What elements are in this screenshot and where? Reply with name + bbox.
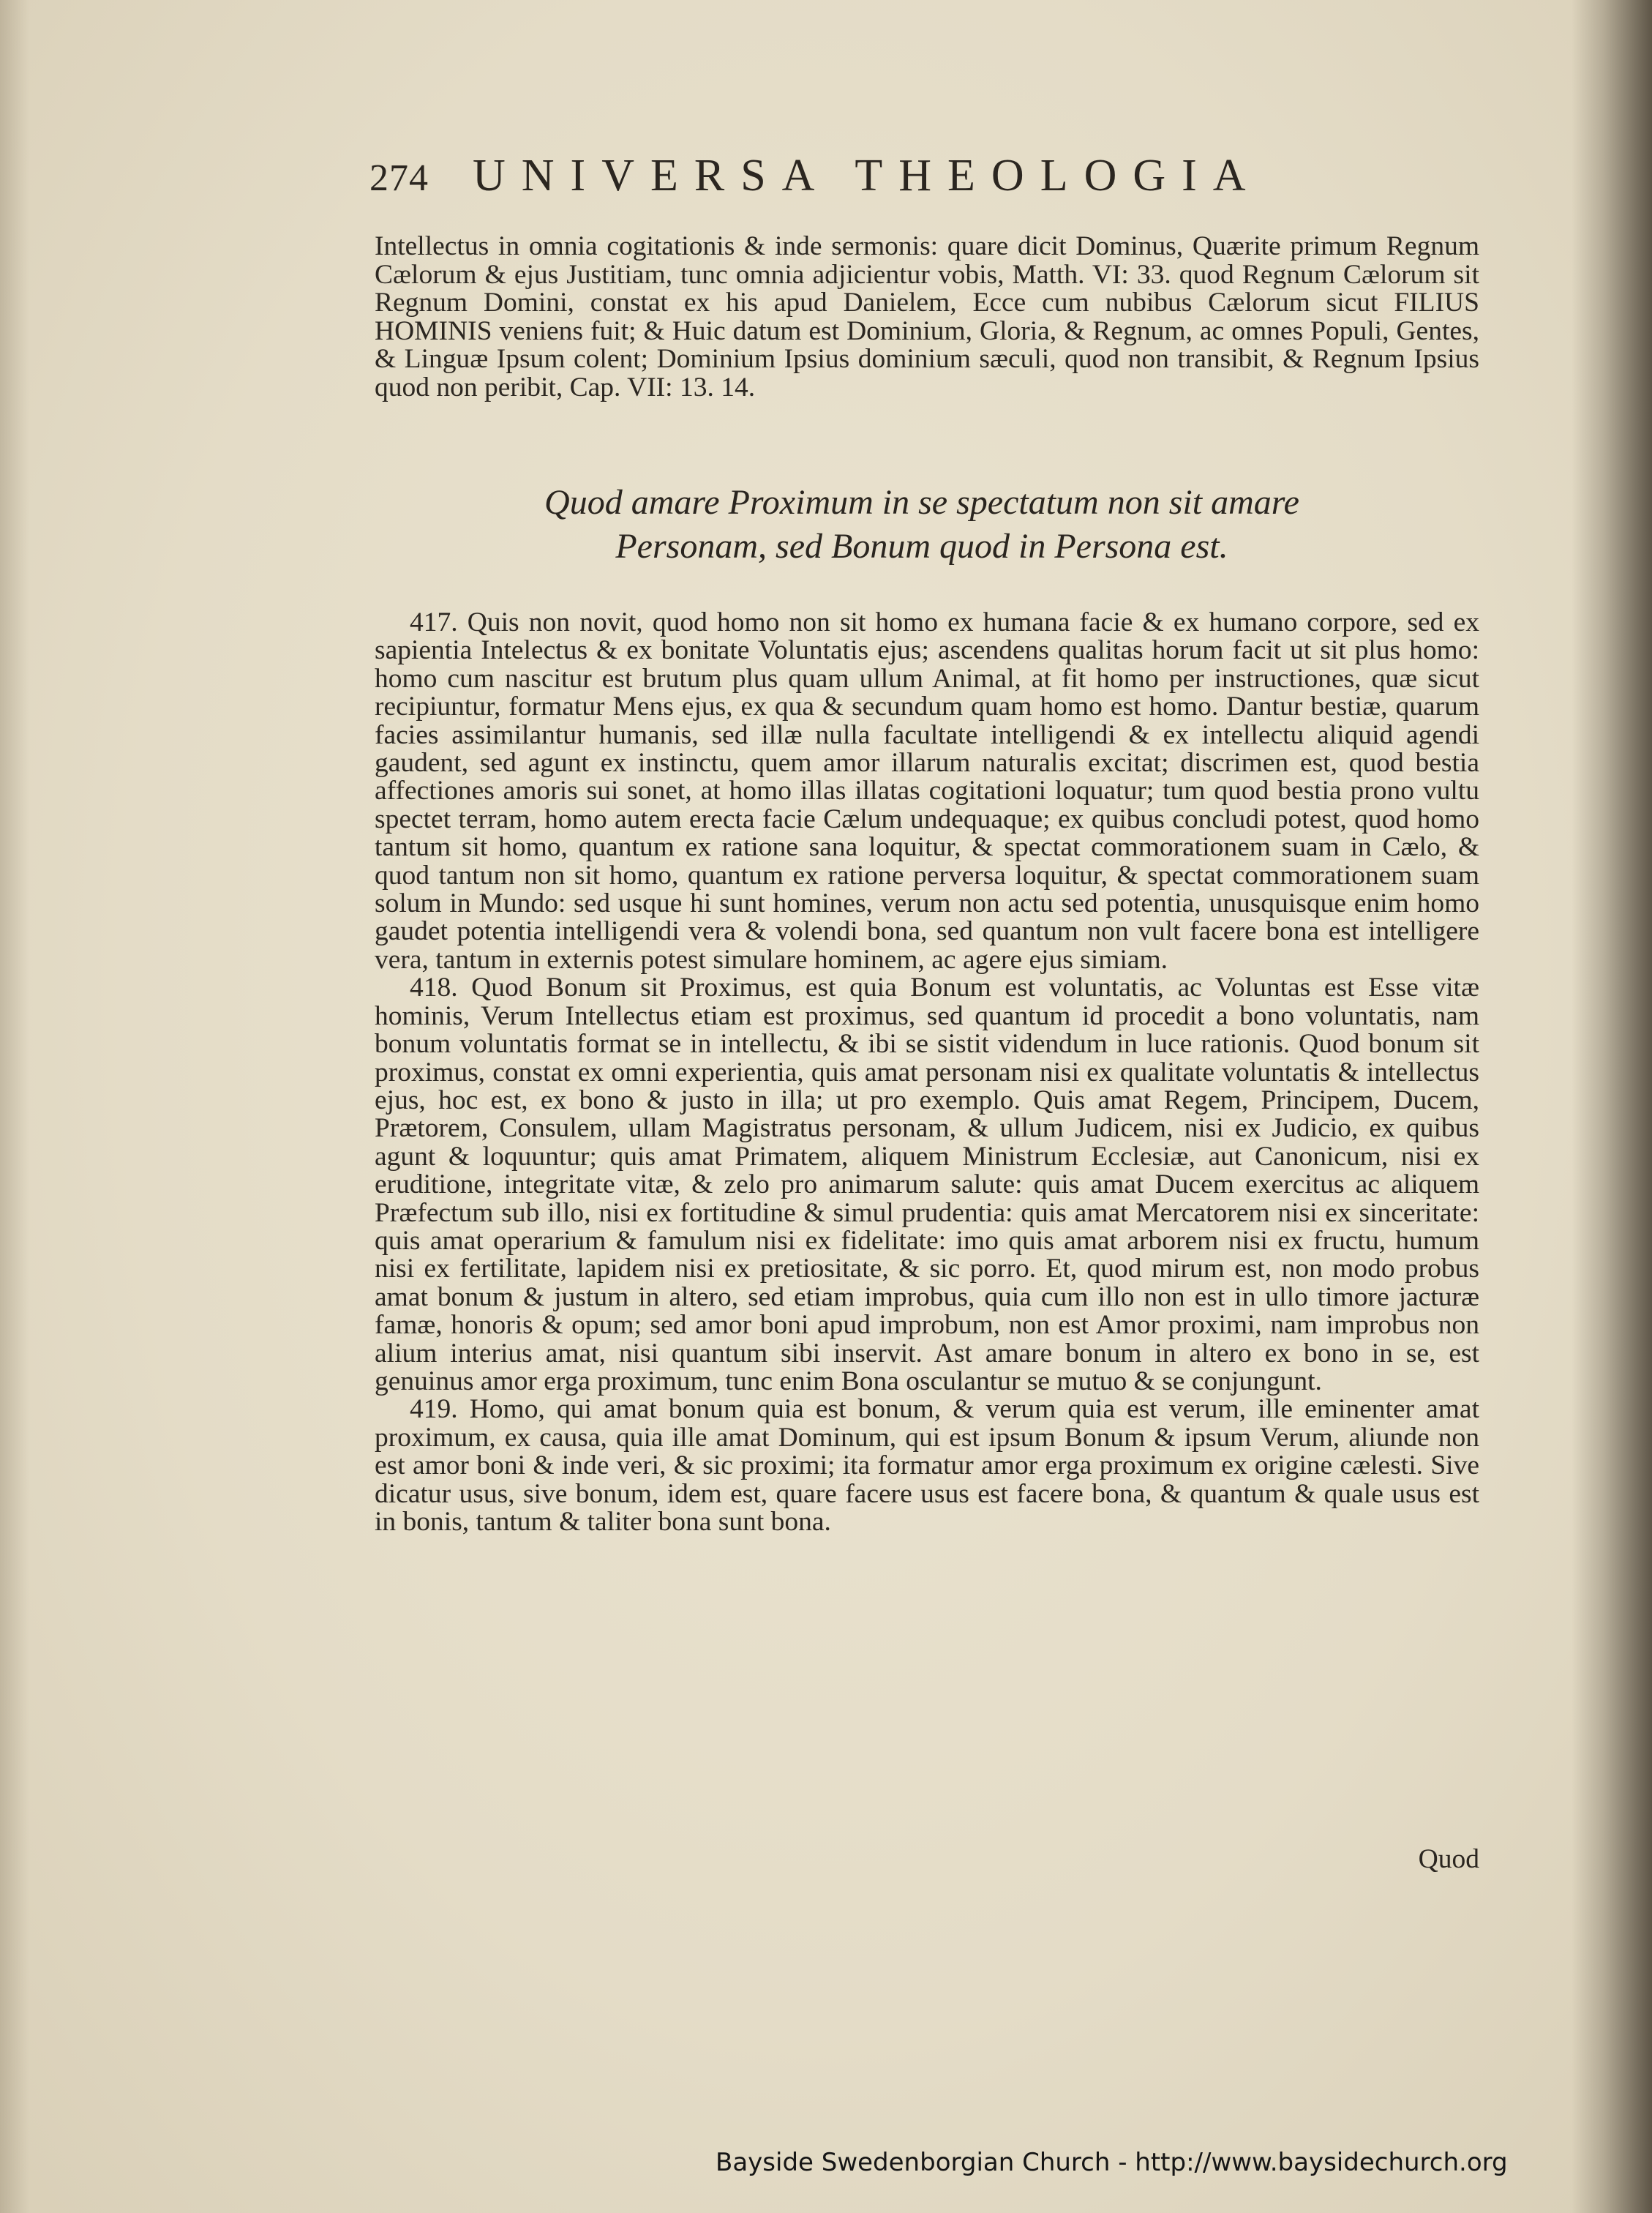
body-text	[375, 609, 1479, 1536]
page-edge-shading-right	[1572, 0, 1652, 2213]
running-title: UNIVERSA THEOLOGIA	[473, 151, 1262, 201]
paragraph-418: 418. Quod Bonum sit Proximus, est quia Bonum est voluntatis, ac Voluntas est Esse vitæ hominis, Verum Intellectus etiam est proximus, sed quantum id procedit a bono voluntatis, nam bonum voluntatis format se in intellectu, & ibi se sistit videndum in luce rationis. Quod bonum sit proximus, constat ex omni experientia, quis amat personam nisi ex qualitate voluntatis & intellectus ejus, hoc est, ex bono & justo in illa; ut pro exemplo. Quis amat Regem, Principem, Ducem, Prætorem, Consulem, ullam Magistratus personam, & ullum Judicem, nisi ex Judicio, ex quibus agunt & loquuntur; quis amat Primatem, aliquem Ministrum Ecclesiæ, aut Canonicum, nisi ex eruditione, integritate vitæ, & zelo pro animarum salute: quis amat Ducem exercitus ac aliquem Præfectum sub illo, nisi ex fortitudine & simul prudentia: quis amat Mercatorem nisi ex sinceritate: quis amat operarium & famulum nisi ex fidelitate: imo quis amat arborem nisi ex fructu, humum nisi ex fertilitate, lapidem nisi ex pretiositate, & sic porro. Et, quod mirum est, non modo probus amat bonum & justum in altero, sed etiam improbus, quia cum illo non est in ullo timore jacturæ famæ, honoris & opum; sed amor boni apud improbum, non est Amor proximi, nam improbus non alium interius amat, nisi quantum sibi inservit. Ast amare bonum in altero ex bono in se, est genuinus amor erga proximum, tunc enim Bona osculantur se mutuo & se conjungunt.	[375, 973, 1479, 1396]
footer-credit: Bayside Swedenborgian Church - http://www.baysidechurch.org	[716, 2148, 1508, 2177]
catchword: Quod	[1418, 1844, 1479, 1874]
continuation-paragraph: Intellectus in omnia cogitationis & inde sermonis: quare dicit Dominus, Quærite primum Regnum Cælorum & ejus Justitiam, tunc omnia adjicientur vobis, Matth. VI: 33. quod Regnum Cælorum sit Regnum Domini, constat ex his apud Danielem, Ecce cum nubibus Cælorum sicut FILIUS HOMINIS veniens fuit; & Huic datum est Dominium, Gloria, & Regnum, ac omnes Populi, Gentes, & Linguæ Ipsum colent; Dominium Ipsius dominium sæculi, quod non transibit, & Regnum Ipsius quod non peribit, Cap. VII: 13. 14.	[375, 231, 1479, 402]
section-heading	[410, 481, 1434, 569]
section-heading-line-2: Personam, sed Bonum quod in Persona est.	[615, 527, 1228, 566]
section-heading-line-1: Quod amare Proximum in se spectatum non sit amare	[544, 483, 1299, 522]
page-edge-shading-left	[0, 0, 29, 2213]
paragraph-419: 419. Homo, qui amat bonum quia est bonum, & verum quia est verum, ille eminenter amat proximum, ex causa, quia ille amat Dominum, qui est ipsum Bonum & ipsum Verum, aliunde non est amor boni & inde veri, & sic proximi; ita formatur amor erga proximum ex origine cælesti. Sive dicatur usus, sive bonum, idem est, quare facere usus est facere bona, & quantum & quale usus est in bonis, tantum & taliter bona sunt bona.	[375, 1394, 1479, 1537]
running-head	[369, 150, 1335, 209]
page-number: 274	[369, 157, 429, 199]
continuation-text	[375, 233, 1479, 402]
paragraph-417: 417. Quis non novit, quod homo non sit homo ex humana facie & ex humano corpore, sed ex sapientia Intelectus & ex bonitate Voluntatis ejus; ascendens qualitas horum facit ut sit plus homo: homo cum nascitur est brutum plus quam ullum Animal, at fit homo per instructiones, quæ sicut recipiuntur, formatur Mens ejus, ex qua & secundum quam homo est homo. Dantur bestiæ, quarum facies assimilantur humanis, sed illæ nulla facultate intelligendi & ex intellectu aliquid agendi gaudent, sed agunt ex instinctu, quem amor illarum naturalis excitat; discrimen est, quod bestia affectiones amoris sui sonet, at homo illas illatas cogitationi loquatur; tum quod bestia prono vultu spectet terram, homo autem erecta facie Cælum undequaque; ex quibus concludi potest, quod homo tantum sit homo, quantum ex ratione sana loquitur, & spectat commorationem suam in Cælo, & quod tantum non sit homo, quantum ex ratione perversa loquitur, & spectat commorationem suam solum in Mundo: sed usque hi sunt homines, verum non actu sed potentia, unusquisque enim homo gaudet potentia intelligendi vera & volendi bona, sed quantum non vult facere bona est intelligere vera, tantum in externis potest simulare hominem, ac agere ejus simiam.	[375, 607, 1479, 975]
